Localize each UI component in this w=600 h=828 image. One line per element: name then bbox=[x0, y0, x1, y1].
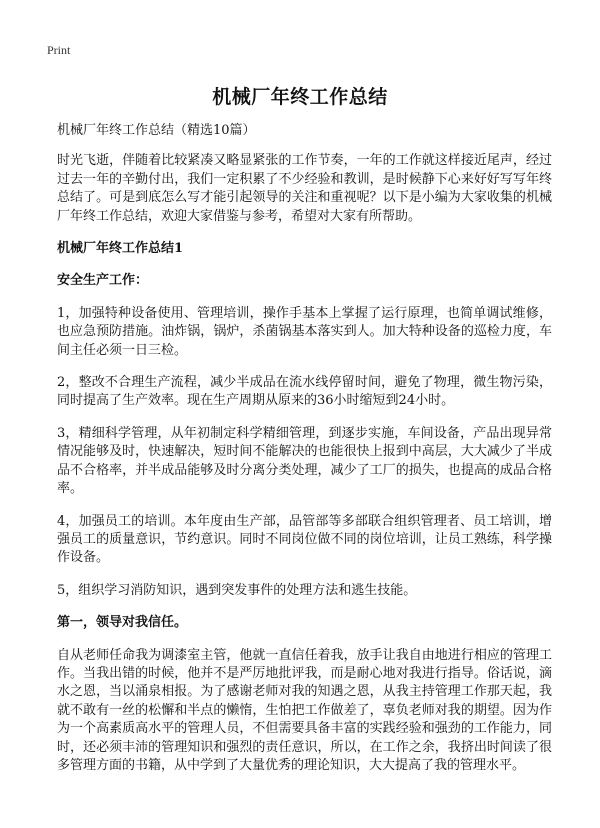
list-item: 1，加强特种设备使用、管理培训，操作手基本上掌握了运行原理，也简单调试维修，也应急预防措施。油炸锅，锅炉，杀菌锅基本落实到人。加大特种设备的巡检力度，车间主任必须一日三检。 bbox=[57, 305, 552, 358]
document-body bbox=[57, 122, 552, 789]
closing-paragraph: 自从老师任命我为调漆室主管，他就一直信任着我，放手让我自由地进行相应的管理工作。当我出错的时候，他并不是严厉地批评我，而是耐心地对我进行指导。俗话说，滴水之恩，当以涌泉相报。为了感谢老师对我的知遇之恩，从我主持管理工作那天起，我就不敢有一丝的松懈和半点的懒惰，生怕把工作做差了，辜负老师对我的期望。因为作为一个高素质高水平的管理人员，不但需要具备丰富的实践经验和强劲的工作能力，同时，还必须丰沛的管理知识和强烈的责任意识，所以，在工作之余，我挤出时间读了很多管理方面的书籍，从中学到了大量优秀的理论知识，大大提高了我的管理水平。 bbox=[57, 647, 552, 773]
document-title: 机械厂年终工作总结 bbox=[212, 86, 388, 108]
list-item: 5，组织学习消防知识，遇到突发事件的处理方法和逃生技能。 bbox=[57, 582, 417, 598]
intro-paragraph: 时光飞逝，伴随着比较紧凑又略显紧张的工作节奏，一年的工作就这样接近尾声，经过过去一年的辛勤付出，我们一定积累了不少经验和教训，是时候静下心来好好写写年终总结了。可是到底怎么写才能引起领导的关注和重视呢？以下是小编为大家收集的机械厂年终工作总结，欢迎大家借鉴与参考，希望对大家有所帮助。 bbox=[57, 153, 552, 224]
document-subtitle: 机械厂年终工作总结（精选10篇） bbox=[57, 123, 256, 138]
print-label[interactable]: Print bbox=[47, 43, 71, 57]
section-heading: 机械厂年终工作总结1 bbox=[57, 241, 184, 257]
list-item: 2，整改不合理生产流程，减少半成品在流水线停留时间，避免了物理，微生物污染，同时提高了生产效率。现在生产周期从原来的36小时缩短到24小时。 bbox=[57, 375, 552, 409]
list-item: 4，加强员工的培训。本年度由生产部，品管部等多部联合组织管理者、员工培训，增强员工的质量意识，节约意识。同时不同岗位做不同的岗位培训，让员工熟练，科学操作设备。 bbox=[57, 513, 552, 566]
list-item: 3，精细科学管理，从年初制定科学精细管理，到逐步实施，车间设备，产品出现异常情况能够及时，快速解决，短时间不能解决的也能很快上报到中高层，大大减少了半成品不合格率，并半成品能够及时分离分类处理，减少了工厂的损失，也提高的成品合格率。 bbox=[57, 425, 552, 497]
subsection-heading: 安全生产工作： bbox=[57, 273, 149, 289]
part-heading: 第一，领导对我信任。 bbox=[57, 615, 188, 631]
